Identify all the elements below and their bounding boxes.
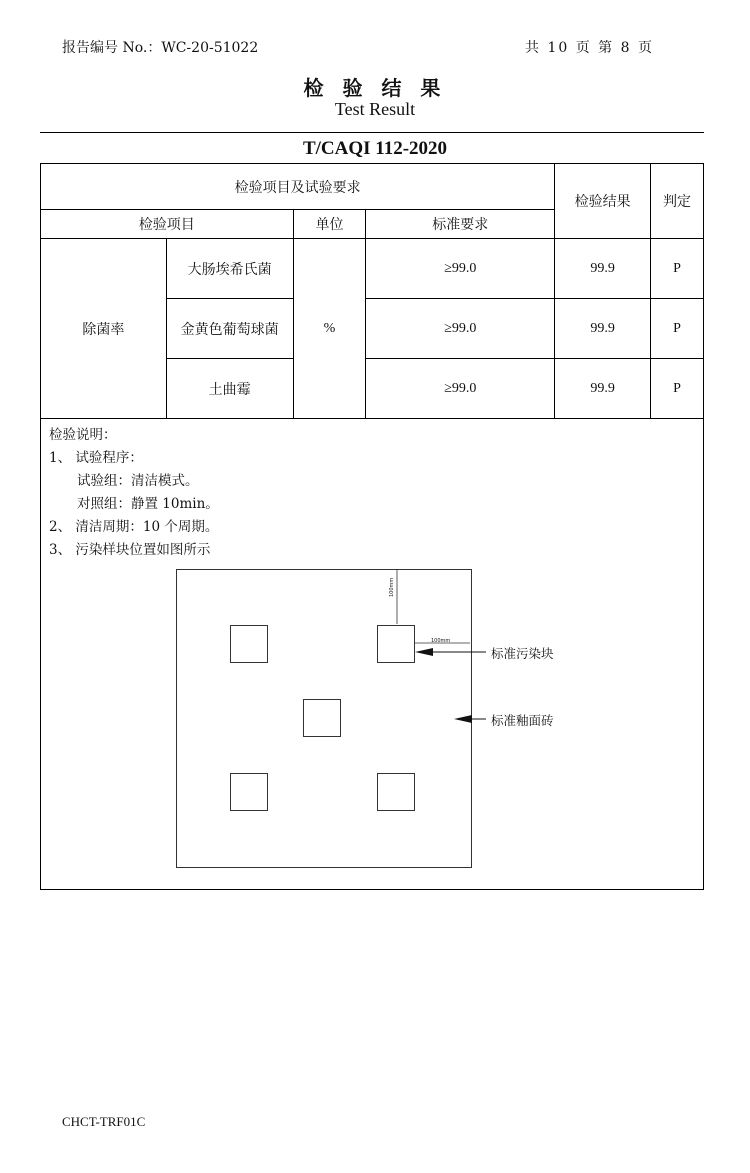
page-title-zh: 检 验 结 果 [303, 76, 447, 100]
page-title-en: Test Result [334, 99, 416, 119]
category-cell: 除菌率 [41, 239, 167, 419]
organism-cell: 土曲霉 [166, 359, 293, 419]
requirement-header: 标准要求 [366, 210, 555, 239]
judgement-cell: P [651, 299, 704, 359]
note-sample-position: 3、 污染样块位置如图所示 [49, 542, 211, 558]
result-cell: 99.9 [555, 239, 651, 299]
result-table [40, 163, 704, 419]
judgement-cell: P [651, 239, 704, 299]
standard-block-label: 标准污染块 [491, 646, 554, 661]
standard-title: T/CAQI 112-2020 [302, 138, 448, 159]
result-header: 检验结果 [555, 164, 651, 239]
note-cleaning-cycle: 2、 清洁周期：10 个周期。 [49, 519, 219, 535]
dimension-arrows [41, 417, 703, 889]
requirement-cell: ≥99.0 [366, 359, 555, 419]
horizontal-dimension-label: 100mm [431, 638, 451, 644]
judge-header: 判定 [651, 164, 704, 239]
table-row [41, 239, 704, 299]
result-cell: 99.9 [555, 359, 651, 419]
form-code: CHCT-TRF01C [62, 1114, 146, 1129]
title-divider [40, 132, 704, 133]
test-notes [40, 417, 704, 890]
requirement-cell: ≥99.0 [366, 299, 555, 359]
item-header: 检验项目 [41, 210, 294, 239]
note-test-group: 试验组：清洁模式。 [77, 473, 199, 489]
notes-heading: 检验说明： [49, 427, 117, 443]
requirement-cell: ≥99.0 [366, 239, 555, 299]
unit-header: 单位 [293, 210, 366, 239]
report-number: 报告编号 No.：WC-20-51022 [62, 40, 259, 56]
judgement-cell: P [651, 359, 704, 419]
result-cell: 99.9 [555, 299, 651, 359]
note-control-group: 对照组：静置 10min。 [77, 496, 219, 512]
standard-tile-label: 标准釉面砖 [491, 713, 554, 728]
note-procedure: 1、 试验程序： [49, 450, 143, 466]
organism-cell: 大肠埃希氏菌 [166, 239, 293, 299]
unit-cell: % [293, 239, 366, 419]
vertical-dimension-label: 100mm [389, 577, 395, 597]
group-header: 检验项目及试验要求 [41, 164, 555, 210]
page-count: 共 10 页 第 8 页 [525, 40, 654, 56]
organism-cell: 金黄色葡萄球菌 [166, 299, 293, 359]
